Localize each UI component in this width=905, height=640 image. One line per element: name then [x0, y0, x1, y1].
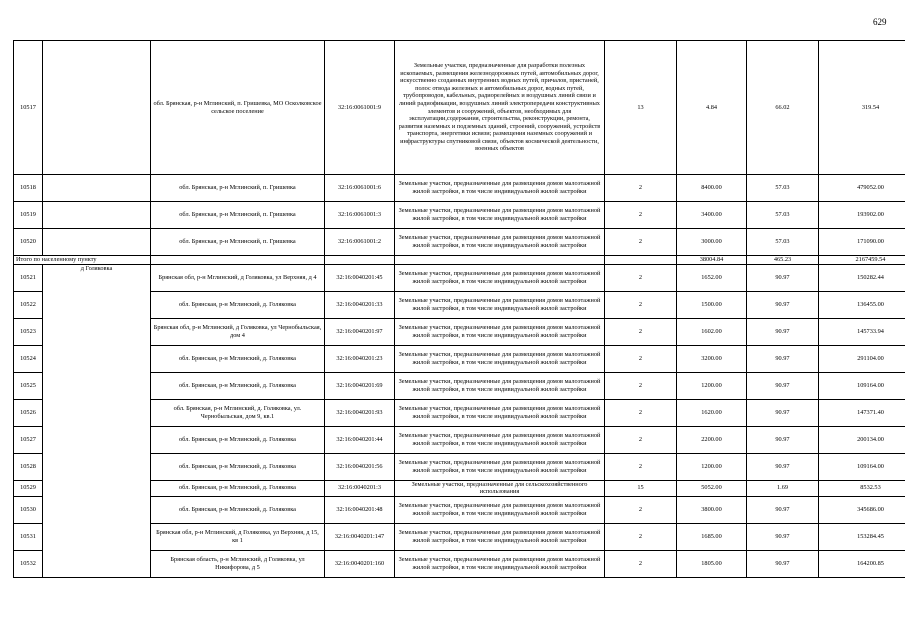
land-use-cell: Земельные участки, предназначенные для размещения домов малоэтажной жилой застройки, в том числе индивидуальной жилой застройки [395, 496, 605, 523]
cadastral-number-cell: 32:16:0040201:97 [325, 318, 395, 345]
land-use-cell: Земельные участки, предназначенные для размещения домов малоэтажной жилой застройки, в том числе индивидуальной жилой застройки [395, 318, 605, 345]
cadastral-number-cell: 32:16:0040201:160 [325, 550, 395, 577]
row-id: 10527 [14, 426, 43, 453]
rate-cell: 57.03 [747, 229, 819, 256]
settlement-cell [43, 264, 151, 577]
land-use-cell: Земельные участки, предназначенные для сельскохозяйственного использования [395, 480, 605, 496]
row-id: 10526 [14, 399, 43, 426]
category-cell: 2 [605, 372, 677, 399]
summary-row [14, 256, 905, 265]
land-use-cell: Земельные участки, предназначенные для размещения домов малоэтажной жилой застройки, в том числе индивидуальной жилой застройки [395, 550, 605, 577]
cadastral-number-cell: 32:16:0040201:33 [325, 291, 395, 318]
cadastral-number-cell: 32:16:0061001:2 [325, 229, 395, 256]
area-cell: 1685.00 [677, 523, 747, 550]
summary-label: Итого по населенному пункту [14, 256, 151, 265]
rate-cell: 90.97 [747, 264, 819, 291]
rate-cell: 90.97 [747, 523, 819, 550]
area-cell: 1620.00 [677, 399, 747, 426]
cadastral-number-cell: 32:16:0040201:93 [325, 399, 395, 426]
row-id: 10519 [14, 202, 43, 229]
table-row [14, 229, 905, 256]
area-cell: 2200.00 [677, 426, 747, 453]
address-cell: обл. Брянская, р-н Мглинский, д. Голяковка [151, 453, 325, 480]
settlement-cell [43, 175, 151, 202]
cadastral-value-cell: 479052.00 [819, 175, 905, 202]
land-use-cell: Земельные участки, предназначенные для размещения домов малоэтажной жилой застройки, в том числе индивидуальной жилой застройки [395, 345, 605, 372]
rate-cell: 1.69 [747, 480, 819, 496]
area-cell: 3200.00 [677, 345, 747, 372]
rate-cell: 90.97 [747, 291, 819, 318]
address-cell: обл. Брянская, р-н Мглинский, д. Голяковка [151, 426, 325, 453]
cadastral-value-cell: 109164.00 [819, 453, 905, 480]
row-id: 10517 [14, 41, 43, 175]
address-cell: обл. Брянская, р-н Мглинский, п. Гришевка [151, 175, 325, 202]
cadastral-number-cell: 32:16:0040201:69 [325, 372, 395, 399]
cadastral-value-cell: 8532.53 [819, 480, 905, 496]
cadastral-value-cell: 145733.94 [819, 318, 905, 345]
area-cell: 1500.00 [677, 291, 747, 318]
cadastral-number-cell: 32:16:0061001:6 [325, 175, 395, 202]
row-id: 10525 [14, 372, 43, 399]
rate-cell: 66.02 [747, 41, 819, 175]
area-cell: 1602.00 [677, 318, 747, 345]
rate-cell: 90.97 [747, 372, 819, 399]
settlement-cell [43, 229, 151, 256]
area-cell: 5052.00 [677, 480, 747, 496]
land-use-cell: Земельные участки, предназначенные для размещения домов малоэтажной жилой застройки, в том числе индивидуальной жилой застройки [395, 453, 605, 480]
category-cell: 2 [605, 399, 677, 426]
cadastral-value-cell: 109164.00 [819, 372, 905, 399]
settlement-cell [43, 41, 151, 175]
category-cell: 2 [605, 229, 677, 256]
area-cell: 8400.00 [677, 175, 747, 202]
area-cell: 3400.00 [677, 202, 747, 229]
address-cell: обл. Брянская, р-н Мглинский, д. Голяковка [151, 291, 325, 318]
area-cell: 1200.00 [677, 453, 747, 480]
rate-cell: 90.97 [747, 426, 819, 453]
table-row [14, 202, 905, 229]
settlement-cell [43, 202, 151, 229]
table-row [14, 264, 905, 291]
category-cell: 2 [605, 202, 677, 229]
land-use-cell: Земельные участки, предназначенные для разработки полезных ископаемых, размещения железнодорожных путей, автомобильных дорог, искусственно созданных внутренних водных путей, причалов, пристаней, полос отвода железных и автомобильных дорог, водных путей, трубопроводов, кабельных, радиорелейных и воздушных линий связи и линий радиофикации, воздушных линий электропередачи конструктивных элементов и сооружений, объектов, необходимых для эксплуатации,содержания, строительства, реконструкции, ремонта, развития наземных и подземных зданий, строений, сооружений, устройств транспорта, энергетики исвязи; размещения наземных сооружений и инфраструктуры спутниковой связи, объектов космической деятельности, военных объектов [395, 41, 605, 175]
land-use-cell: Земельные участки, предназначенные для размещения домов малоэтажной жилой застройки, в том числе индивидуальной жилой застройки [395, 264, 605, 291]
row-id: 10529 [14, 480, 43, 496]
area-cell: 1652.00 [677, 264, 747, 291]
rate-cell: 90.97 [747, 496, 819, 523]
address-cell: обл. Брянская, р-н Мглинский, д. Голяковка [151, 496, 325, 523]
cadastral-value-cell: 164200.85 [819, 550, 905, 577]
row-id: 10518 [14, 175, 43, 202]
cadastral-number-cell: 32:16:0061001:3 [325, 202, 395, 229]
address-cell: обл. Брянская, р-н Мглинский, д. Голяковка [151, 372, 325, 399]
address-cell: Брянская область, р-н Мглинский, д Голяковка, ул Никифорова, д 5 [151, 550, 325, 577]
category-cell: 2 [605, 175, 677, 202]
summary-value: 2167459.54 [819, 256, 905, 265]
cadastral-value-cell: 150282.44 [819, 264, 905, 291]
row-id: 10523 [14, 318, 43, 345]
cadastral-value-cell: 200134.00 [819, 426, 905, 453]
address-cell: обл. Брянская, р-н Мглинский, д. Голяковка [151, 480, 325, 496]
row-id: 10528 [14, 453, 43, 480]
rate-cell: 90.97 [747, 453, 819, 480]
category-cell: 13 [605, 41, 677, 175]
area-cell: 3000.00 [677, 229, 747, 256]
cadastral-number-cell: 32:16:0040201:23 [325, 345, 395, 372]
category-cell: 2 [605, 291, 677, 318]
summary-area: 38004.84 [677, 256, 747, 265]
table-row [14, 41, 905, 175]
address-cell: обл. Брянская, р-н Мглинский, п. Гришевка [151, 229, 325, 256]
cadastral-value-table [13, 40, 905, 578]
area-cell: 1200.00 [677, 372, 747, 399]
cadastral-number-cell: 32:16:0040201:3 [325, 480, 395, 496]
page-number: 629 [873, 17, 887, 27]
area-cell: 1805.00 [677, 550, 747, 577]
land-use-cell: Земельные участки, предназначенные для размещения домов малоэтажной жилой застройки, в том числе индивидуальной жилой застройки [395, 229, 605, 256]
category-cell: 2 [605, 426, 677, 453]
cadastral-number-cell: 32:16:0040201:48 [325, 496, 395, 523]
area-cell: 4.84 [677, 41, 747, 175]
category-cell: 2 [605, 453, 677, 480]
category-cell: 2 [605, 523, 677, 550]
settlement-name: д Голяковка [80, 264, 113, 272]
address-cell: обл. Брянская, р-н Мглинский, п. Гришевка, МО Осколковское сельское поселение [151, 41, 325, 175]
land-use-cell: Земельные участки, предназначенные для размещения домов малоэтажной жилой застройки, в том числе индивидуальной жилой застройки [395, 202, 605, 229]
category-cell: 2 [605, 496, 677, 523]
category-cell: 2 [605, 550, 677, 577]
row-id: 10530 [14, 496, 43, 523]
land-use-cell: Земельные участки, предназначенные для размещения домов малоэтажной жилой застройки, в том числе индивидуальной жилой застройки [395, 372, 605, 399]
cadastral-number-cell: 32:16:0040201:147 [325, 523, 395, 550]
category-cell: 2 [605, 318, 677, 345]
category-cell: 2 [605, 345, 677, 372]
land-use-cell: Земельные участки, предназначенные для размещения домов малоэтажной жилой застройки, в том числе индивидуальной жилой застройки [395, 291, 605, 318]
category-cell: 15 [605, 480, 677, 496]
table-row [14, 175, 905, 202]
category-cell: 2 [605, 264, 677, 291]
rate-cell: 57.03 [747, 202, 819, 229]
cadastral-value-cell: 171090.00 [819, 229, 905, 256]
cadastral-value-cell: 319.54 [819, 41, 905, 175]
land-use-cell: Земельные участки, предназначенные для размещения домов малоэтажной жилой застройки, в том числе индивидуальной жилой застройки [395, 426, 605, 453]
address-cell: Брянская обл, р-н Мглинский, д Голяковка, ул Верхняя, д 4 [151, 264, 325, 291]
cadastral-value-cell: 291104.00 [819, 345, 905, 372]
address-cell: Брянская обл, р-н Мглинский, д Голяковка, ул Чернобыльская, дом 4 [151, 318, 325, 345]
rate-cell: 90.97 [747, 399, 819, 426]
row-id: 10524 [14, 345, 43, 372]
rate-cell: 90.97 [747, 318, 819, 345]
row-id: 10531 [14, 523, 43, 550]
cadastral-number-cell: 32:16:0061001:9 [325, 41, 395, 175]
address-cell: Брянская обл, р-н Мглинский, д Голяковка, ул Верхняя, д 15, кв 1 [151, 523, 325, 550]
row-id: 10522 [14, 291, 43, 318]
cadastral-value-cell: 147371.40 [819, 399, 905, 426]
row-id: 10521 [14, 264, 43, 291]
address-cell: обл. Брянская, р-н Мглинский, д. Голяковка, ул. Чернобыльская, дом 9, кв.1 [151, 399, 325, 426]
cadastral-number-cell: 32:16:0040201:45 [325, 264, 395, 291]
cadastral-value-cell: 136455.00 [819, 291, 905, 318]
address-cell: обл. Брянская, р-н Мглинский, п. Гришевка [151, 202, 325, 229]
land-use-cell: Земельные участки, предназначенные для размещения домов малоэтажной жилой застройки, в том числе индивидуальной жилой застройки [395, 175, 605, 202]
cadastral-value-cell: 345686.00 [819, 496, 905, 523]
rate-cell: 57.03 [747, 175, 819, 202]
row-id: 10520 [14, 229, 43, 256]
rate-cell: 90.97 [747, 345, 819, 372]
land-use-cell: Земельные участки, предназначенные для размещения домов малоэтажной жилой застройки, в том числе индивидуальной жилой застройки [395, 399, 605, 426]
row-id: 10532 [14, 550, 43, 577]
cadastral-number-cell: 32:16:0040201:44 [325, 426, 395, 453]
cadastral-number-cell: 32:16:0040201:56 [325, 453, 395, 480]
land-use-cell: Земельные участки, предназначенные для размещения домов малоэтажной жилой застройки, в том числе индивидуальной жилой застройки [395, 523, 605, 550]
cadastral-value-cell: 153284.45 [819, 523, 905, 550]
summary-rate: 465.23 [747, 256, 819, 265]
cadastral-value-cell: 193902.00 [819, 202, 905, 229]
area-cell: 3800.00 [677, 496, 747, 523]
rate-cell: 90.97 [747, 550, 819, 577]
address-cell: обл. Брянская, р-н Мглинский, д. Голяковка [151, 345, 325, 372]
